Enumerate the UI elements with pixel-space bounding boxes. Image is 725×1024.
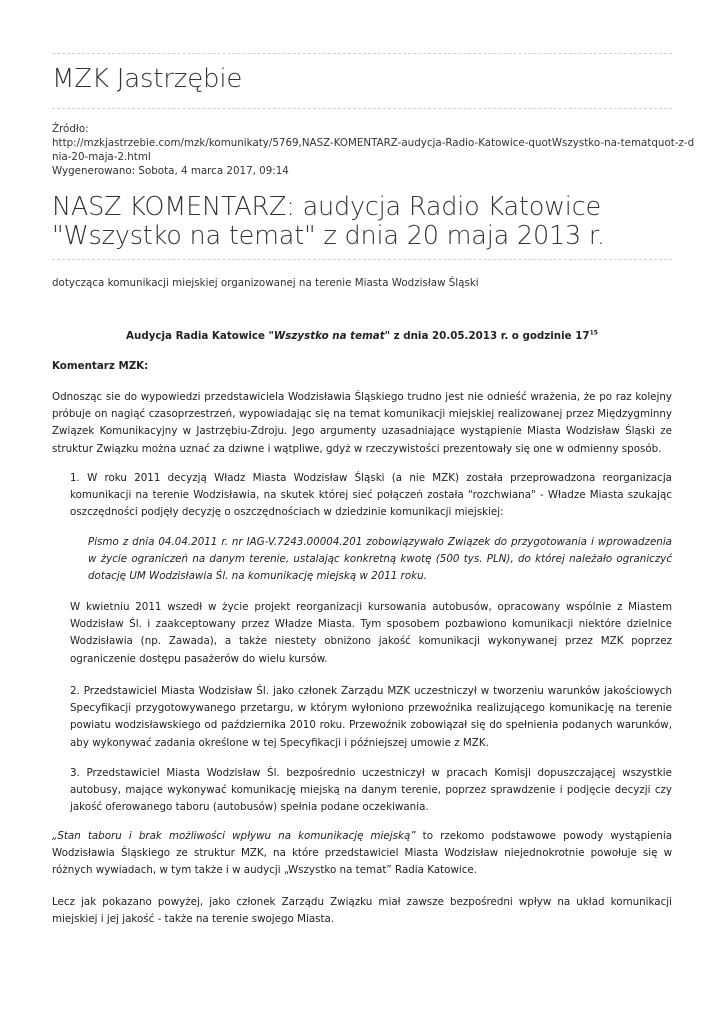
intro-paragraph: Odnosząc sie do wypowiedzi przedstawiciela Wodzisławia Śląskiego trudno jest nie odnieść wrażenia, że po raz kolejny próbuje on nagiąć czasoprzestrzeń, wypowiadając się na temat komunikacji miejskiej realizowanej przez Międzygminny Związek Komunikacyjny w Jastrzębiu-Zdroju. Jego argumenty uzasadniające wystąpienie Miasta Wodzisław Śląski ze struktur Związku można uznać za dziwne i wątpliwe, gdyż w rzeczywistości prezentowały się one w odmienny sposób. — [52, 391, 672, 455]
list-item-1-continued: W kwietniu 2011 wszedł w życie projekt reorganizacji kursowania autobusów, opracowany wspólnie z Miastem Wodzisław Śl. i zaakceptowany przez Władze Miasta. Tym sposobem pozbawiono komunikacji niektóre dzielnice Wodzisławia (np. Zawada), a także niestety obniżono jakość komunikacji wykonywanej przez MZK poprzez ograniczenie dostępu pasażerów do wielu kursów. — [70, 601, 672, 665]
source-label: Źródło: — [52, 123, 89, 135]
article-title-line1: NASZ KOMENTARZ: audycja Radio Katowice — [52, 192, 602, 222]
list-item-3: 3. Przedstawiciel Miasta Wodzisław Śl. bezpośrednio uczestniczył w pracach Komisji dopuszczającej wszystkie autobusy, mające wykonywać komunikację miejską na danym terenie, poprzez sprawdzenie i podjęcie decyzji czy jakość oferowanego taboru (autobusów) spełnia podane oczekiwania. — [70, 767, 672, 814]
broadcast-minutes: 15 — [589, 329, 598, 337]
source-block — [52, 122, 695, 178]
top-divider — [52, 53, 672, 54]
broadcast-name: Wszystko na temat — [273, 330, 385, 342]
article-title — [52, 193, 672, 251]
source-url[interactable]: http://mzkjastrzebie.com/mzk/komunikaty/5769,NASZ-KOMENTARZ-audycja-Radio-Katowice-quotWszystko-na-tematquot-z-d — [52, 137, 695, 149]
generated-timestamp: Wygenerowano: Sobota, 4 marca 2017, 09:14 — [52, 165, 289, 177]
broadcast-heading — [52, 328, 672, 345]
comment-label: Komentarz MZK: — [52, 360, 149, 372]
site-title: MZK Jastrzębie — [52, 64, 243, 94]
quote-paragraph-rest: to rzekomo podstawowe powody wystąpienia Wodzisławia Śląskiego ze struktur MZK, na które przedstawiciel Miasta Wodzisław niejednokrotnie powołuje się w różnych wywiadach, w tym także i w audycji „Wszystko na temat” Radia Katowice. — [52, 830, 672, 877]
broadcast-heading-post: " z dnia 20.05.2013 r. o godzinie 17 — [384, 330, 590, 342]
source-url-cont[interactable]: nia-20-maja-2.html — [52, 151, 151, 163]
closing-paragraph: Lecz jak pokazano powyżej, jako członek Zarządu Związku miał zawsze bezpośredni wpływ na układ komunikacji miejskiej i jej jakość - także na terenie swojego Miasta. — [52, 896, 672, 926]
quote-paragraph-italic: „Stan taboru i brak możliwości wpływu na komunikację miejską” — [52, 830, 416, 842]
header-divider — [52, 108, 672, 109]
article-title-line2: "Wszystko na temat" z dnia 20 maja 2013 r. — [52, 221, 605, 251]
title-divider — [52, 259, 672, 260]
article-subtitle: dotycząca komunikacji miejskiej organizowanej na terenie Miasta Wodzisław Śląski — [52, 277, 479, 289]
list-item-2: 2. Przedstawiciel Miasta Wodzisław Śl. jako członek Zarządu MZK uczestniczył w tworzeniu warunków jakościowych Specyfikacji przygotowywanego przetargu, w którym wyłoniono przewoźnika realizującego komunikację na terenie powiatu wodzisławskiego od października 2010 roku. Przewoźnik zobowiązał się do spełnienia podanych warunków, aby wykonywać zadania określone w tej Specyfikacji i późniejszej umowie z MZK. — [70, 685, 672, 749]
quote-paragraph — [52, 828, 672, 880]
broadcast-heading-pre: Audycja Radia Katowice " — [126, 330, 274, 342]
list-item-1: 1. W roku 2011 decyzją Władz Miasta Wodzisław Śląski (a nie MZK) została przeprowadzona reorganizacja komunikacji na terenie Wodzisławia, na skutek której sieć połączeń została "rozchwiana" - Władze Miasta szukając oszczędności podjęły decyzję o oszczędnościach w dziedzinie komunikacji miejskiej: — [70, 472, 672, 519]
quoted-letter: Pismo z dnia 04.04.2011 r. nr IAG-V.7243.00004.201 zobowiązywało Związek do przygotowania i wprowadzenia w życie ograniczeń na danym terenie, ustalając konkretną kwotę (500 tys. PLN), do której należało ograniczyć dotację UM Wodzisławia Śl. na komunikację miejską w 2011 roku. — [88, 536, 672, 583]
